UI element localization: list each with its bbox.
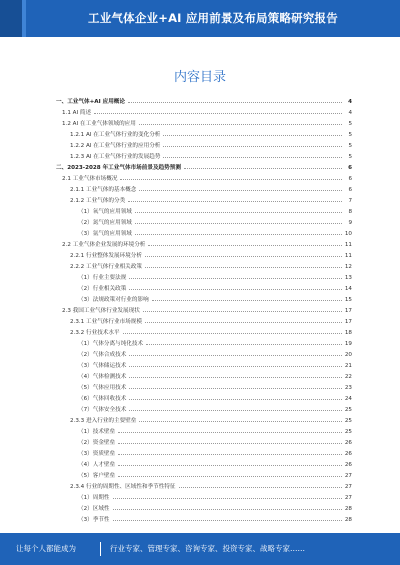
toc-leader-dots — [123, 333, 342, 334]
toc-leader-dots — [129, 377, 342, 378]
toc-entry-title: （1）行业主要法规 — [78, 275, 127, 281]
report-header — [0, 0, 400, 37]
toc-entry[interactable] — [78, 215, 352, 226]
toc-entry-page: 20 — [344, 352, 352, 358]
toc-entry-title: （3）季节性 — [78, 517, 110, 523]
toc-entry-page: 7 — [348, 198, 352, 204]
toc-entry[interactable] — [78, 281, 352, 292]
toc-entry-page: 13 — [344, 275, 352, 281]
toc-entry-title: 1.2.3 AI 在工业气体行业的发展趋势 — [70, 154, 161, 160]
toc-entry[interactable] — [56, 94, 352, 105]
toc-entry-page: 11 — [344, 242, 352, 248]
toc-entry[interactable] — [70, 138, 352, 149]
toc-entry[interactable] — [70, 259, 352, 270]
toc-leader-dots — [184, 168, 342, 169]
toc-leader-dots — [135, 212, 342, 213]
toc-leader-dots — [148, 245, 342, 246]
toc-entry-page: 19 — [344, 341, 352, 347]
toc-entry[interactable] — [78, 358, 352, 369]
toc-entry[interactable] — [78, 336, 352, 347]
toc-entry-page: 14 — [344, 286, 352, 292]
toc-leader-dots — [129, 278, 342, 279]
toc-entry-title: 二、2023-2028 年工业气体市场前景及趋势预测 — [56, 165, 181, 171]
toc-entry-page: 5 — [348, 143, 352, 149]
toc-entry-title: （5）客户壁垒 — [78, 473, 116, 479]
toc-entry-page: 26 — [344, 440, 352, 446]
toc-leader-dots — [179, 487, 342, 488]
toc-leader-dots — [163, 135, 342, 136]
toc-entry[interactable] — [70, 325, 352, 336]
toc-leader-dots — [129, 366, 342, 367]
toc-entry-page: 5 — [348, 121, 352, 127]
toc-entry[interactable] — [78, 424, 352, 435]
toc-entry-page: 25 — [344, 418, 352, 424]
toc-leader-dots — [118, 454, 342, 455]
toc-leader-dots — [163, 146, 342, 147]
toc-entry-page: 6 — [348, 176, 352, 182]
toc-entry[interactable] — [78, 501, 352, 512]
toc-leader-dots — [128, 102, 342, 103]
toc-entry[interactable] — [70, 149, 352, 160]
toc-entry-title: （3）法规政策对行业的影响 — [78, 297, 149, 303]
toc-entry-title: （5）气体应用技术 — [78, 385, 127, 391]
toc-entry[interactable] — [56, 160, 352, 171]
toc-entry-page: 28 — [344, 506, 352, 512]
toc-entry-title: 2.3.3 进入行业的主要壁垒 — [70, 418, 137, 424]
toc-entry[interactable] — [78, 490, 352, 501]
toc-leader-dots — [118, 465, 342, 466]
toc-entry-title: （1）氧气的应用领域 — [78, 209, 132, 215]
toc-leader-dots — [143, 311, 342, 312]
toc-entry-title: 2.3.1 工业气体行业市场规模 — [70, 319, 142, 325]
toc-entry[interactable] — [78, 270, 352, 281]
toc-leader-dots — [145, 267, 342, 268]
header-accent-stripe — [0, 0, 22, 37]
toc-leader-dots — [139, 190, 342, 191]
toc-entry-page: 11 — [344, 253, 352, 259]
toc-entry-title: （2）资金壁垒 — [78, 440, 116, 446]
toc-leader-dots — [129, 289, 342, 290]
toc-leader-dots — [135, 234, 342, 235]
toc-entry-title: 2.3.4 行业的周期性、区域性和季节性特征 — [70, 484, 176, 490]
toc-entry-page: 27 — [344, 484, 352, 490]
toc-leader-dots — [118, 432, 342, 433]
toc-entry-title: 2.2.2 工业气体行业相关政策 — [70, 264, 142, 270]
toc-leader-dots — [113, 520, 342, 521]
toc-entry-title: （2）区域性 — [78, 506, 110, 512]
toc-leader-dots — [129, 399, 342, 400]
toc-entry-page: 6 — [348, 165, 352, 171]
toc-entry-title: （1）气体分离与纯化技术 — [78, 341, 144, 347]
report-title: 工业气体企业+AI 应用前景及布局策略研究报告 — [88, 11, 338, 25]
toc-entry[interactable] — [70, 413, 352, 424]
footer-divider — [100, 542, 101, 556]
toc-entry-title: 2.1.2 工业气体的分类 — [70, 198, 126, 204]
toc-entry-title: （2）气体合成技术 — [78, 352, 127, 358]
toc-entry-title: （1）周期性 — [78, 495, 110, 501]
toc-leader-dots — [118, 443, 342, 444]
toc-entry[interactable] — [70, 193, 352, 204]
toc-entry-title: 2.3 我国工业气体行业发展现状 — [62, 308, 140, 314]
toc-entry-page: 27 — [344, 495, 352, 501]
toc-entry-title: 1.2.2 AI 在工业气体行业的应用分析 — [70, 143, 161, 149]
toc-leader-dots — [163, 157, 342, 158]
toc-entry[interactable] — [70, 314, 352, 325]
toc-entry[interactable] — [62, 303, 352, 314]
toc-entry-title: 2.2 工业气体企业发展的环境分析 — [62, 242, 146, 248]
toc-entry-title: 1.2.1 AI 在工业气体行业的变化分析 — [70, 132, 161, 138]
toc-leader-dots — [139, 124, 342, 125]
toc-entry-title: 1.2 AI 在工业气体领域的应用 — [62, 121, 136, 127]
toc-entry[interactable] — [78, 512, 352, 523]
toc-entry-title: （3）资质壁垒 — [78, 451, 116, 457]
toc-entry-page: 17 — [344, 308, 352, 314]
toc-entry-page: 28 — [344, 517, 352, 523]
toc-entry[interactable] — [78, 380, 352, 391]
toc-entry-page: 6 — [348, 187, 352, 193]
toc-entry-page: 24 — [344, 396, 352, 402]
toc-leader-dots — [152, 300, 342, 301]
toc-entry-title: （7）气体安全技术 — [78, 407, 127, 413]
toc-entry-page: 8 — [348, 209, 352, 215]
toc-entry[interactable] — [62, 237, 352, 248]
toc-entry[interactable] — [78, 226, 352, 237]
toc-entry-page: 22 — [344, 374, 352, 380]
toc-entry-page: 27 — [344, 473, 352, 479]
toc-entry[interactable] — [78, 457, 352, 468]
toc-entry-page: 26 — [344, 462, 352, 468]
footer-slogan: 让每个人都能成为 — [16, 544, 76, 553]
toc-entry[interactable] — [78, 435, 352, 446]
toc-entry-page: 5 — [348, 154, 352, 160]
toc-entry[interactable] — [78, 468, 352, 479]
toc-entry[interactable] — [62, 105, 352, 116]
toc-entry-title: （6）气体回收技术 — [78, 396, 127, 402]
toc-entry-title: （4）气体检测技术 — [78, 374, 127, 380]
toc-entry-title: （3）氩气的应用领域 — [78, 231, 132, 237]
toc-entry-page: 5 — [348, 132, 352, 138]
toc-entry-page: 18 — [344, 330, 352, 336]
footer-tagline: 行业专家、管理专家、咨询专家、投资专家、战略专家…… — [110, 544, 305, 553]
toc-entry-title: 2.1.1 工业气体的基本概念 — [70, 187, 137, 193]
toc-entry[interactable] — [78, 292, 352, 303]
toc-entry-page: 4 — [348, 110, 352, 116]
toc-leader-dots — [139, 421, 342, 422]
toc-entry-page: 12 — [344, 264, 352, 270]
toc-leader-dots — [129, 355, 342, 356]
toc-entry-page: 21 — [344, 363, 352, 369]
toc-entry-page: 25 — [344, 429, 352, 435]
toc-entry-title: （2）氮气的应用领域 — [78, 220, 132, 226]
toc-leader-dots — [113, 498, 342, 499]
toc-entry-title: 2.2.1 行业整体发展环境分析 — [70, 253, 142, 259]
toc-leader-dots — [146, 344, 342, 345]
toc-entry-page: 10 — [344, 231, 352, 237]
toc-entry[interactable] — [70, 182, 352, 193]
toc-entry-title: （3）气体储运技术 — [78, 363, 127, 369]
toc-leader-dots — [128, 201, 342, 202]
toc-entry-page: 9 — [348, 220, 352, 226]
toc-leader-dots — [113, 509, 342, 510]
page-footer — [0, 533, 400, 565]
toc-leader-dots — [145, 256, 342, 257]
toc-entry[interactable] — [78, 347, 352, 358]
toc-entry-title: （1）技术壁垒 — [78, 429, 116, 435]
toc-entry[interactable] — [78, 391, 352, 402]
toc-entry[interactable] — [70, 127, 352, 138]
toc-entry[interactable] — [78, 369, 352, 380]
toc-entry-page: 26 — [344, 451, 352, 457]
toc-heading: 内容目录 — [173, 70, 226, 85]
toc-entry-page: 17 — [344, 319, 352, 325]
toc-entry-title: 2.3.2 行业技术水平 — [70, 330, 120, 336]
toc-leader-dots — [145, 322, 342, 323]
toc-leader-dots — [129, 388, 342, 389]
toc-entry[interactable] — [78, 402, 352, 413]
toc-leader-dots — [94, 113, 342, 114]
toc-entry-page: 25 — [344, 407, 352, 413]
toc-leader-dots — [120, 179, 342, 180]
toc-leader-dots — [129, 410, 342, 411]
toc-entry-page: 4 — [348, 99, 352, 105]
toc-entry-title: （4）人才壁垒 — [78, 462, 116, 468]
toc-entry[interactable] — [62, 116, 352, 127]
toc-leader-dots — [118, 476, 342, 477]
toc-entry-title: 一、工业气体+AI 应用概论 — [56, 99, 125, 105]
toc-entry[interactable] — [62, 171, 352, 182]
toc-entry-page: 15 — [344, 297, 352, 303]
toc-entry-page: 23 — [344, 385, 352, 391]
toc-entry[interactable] — [78, 446, 352, 457]
toc-entry-title: 1.1 AI 简述 — [62, 110, 92, 116]
toc-entry-title: 2.1 工业气体市场概况 — [62, 176, 118, 182]
toc-entry[interactable] — [70, 248, 352, 259]
toc-entry[interactable] — [70, 479, 352, 490]
toc-entry[interactable] — [78, 204, 352, 215]
toc-entry-title: （2）行业相关政策 — [78, 286, 127, 292]
toc-leader-dots — [135, 223, 342, 224]
